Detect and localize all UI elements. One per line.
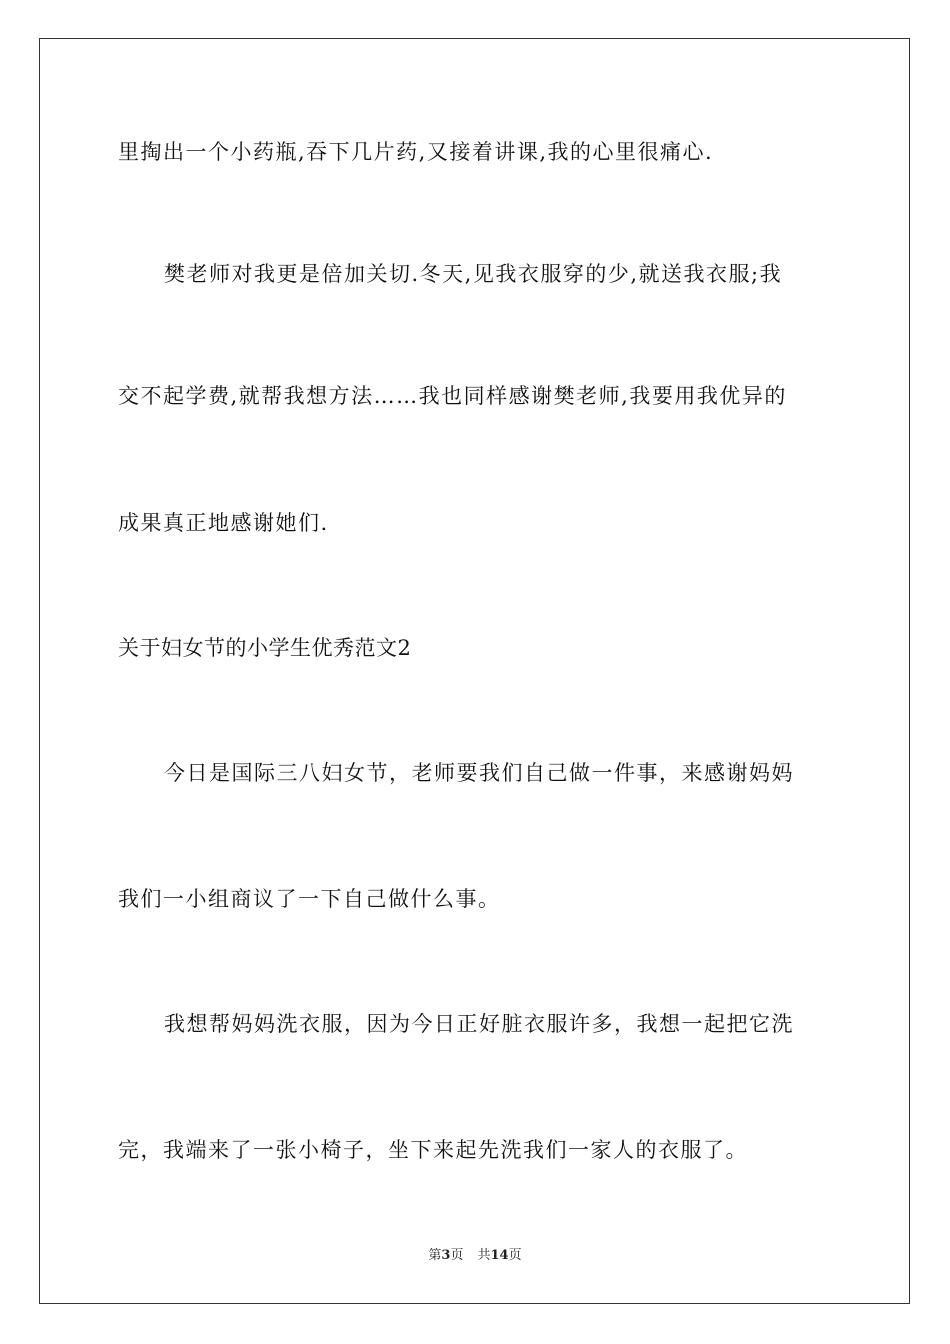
- paragraph-start-line: 樊老师对我更是倍加关切.冬天,见我衣服穿的少,就送我衣服;我: [164, 262, 783, 286]
- page-footer: [0, 1247, 950, 1265]
- paragraph-start-line: 今日是国际三八妇女节，老师要我们自己做一件事，来感谢妈妈: [164, 761, 794, 785]
- body-line-9: 完，我端来了一张小椅子，坐下来起先洗我们一家人的衣服了。: [118, 1138, 748, 1162]
- body-line-1: 里掏出一个小药瓶,吞下几片药,又接着讲课,我的心里很痛心.: [118, 140, 714, 164]
- footer-total-pages: 14: [490, 1248, 509, 1263]
- footer-total-prefix: 共: [477, 1248, 491, 1263]
- paragraph-start-line: 我想帮妈妈洗衣服，因为今日正好脏衣服许多，我想一起把它洗: [164, 1012, 794, 1036]
- footer-page-number: 3: [441, 1248, 451, 1263]
- section-heading: 关于妇女节的小学生优秀范文2: [118, 636, 412, 660]
- footer-total-suffix: 页: [508, 1248, 522, 1263]
- page-border: [39, 38, 910, 1304]
- footer-page-prefix: 第: [428, 1248, 442, 1263]
- footer-page-suffix: 页: [450, 1248, 464, 1263]
- body-line-4: 成果真正地感谢她们.: [118, 511, 329, 535]
- body-line-3: 交不起学费,就帮我想方法……我也同样感谢樊老师,我要用我优异的: [118, 384, 787, 408]
- body-line-7: 我们一小组商议了一下自己做什么事。: [118, 887, 501, 911]
